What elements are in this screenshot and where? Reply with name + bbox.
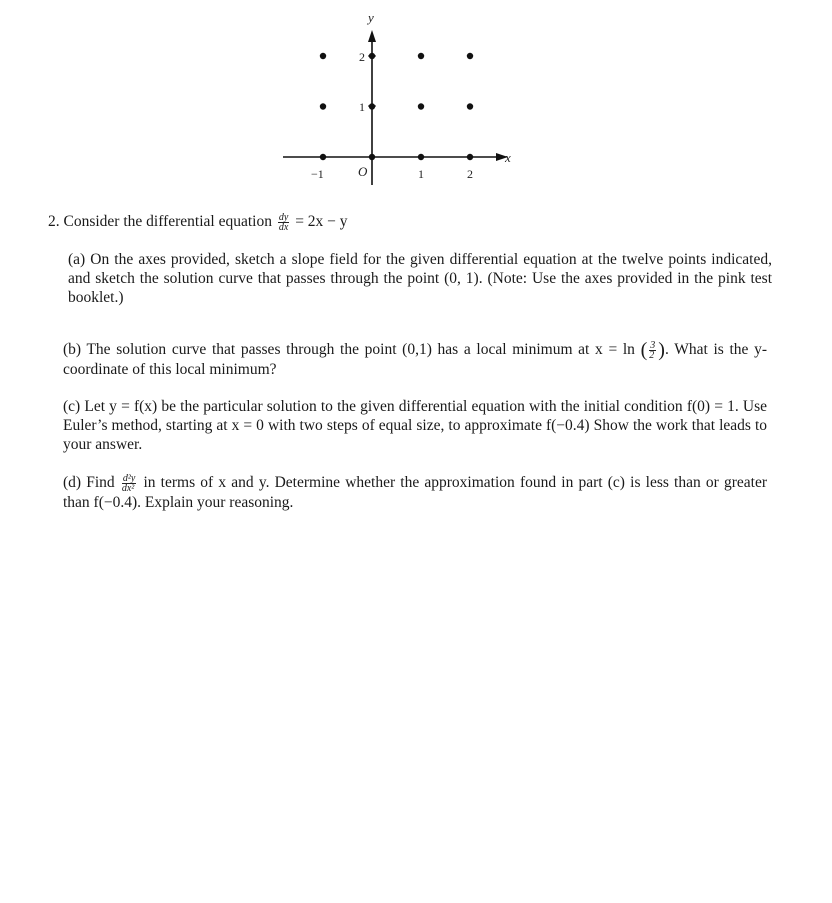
grid-point xyxy=(467,154,473,160)
x-tick-label-2: 2 xyxy=(467,167,473,181)
second-derivative-fraction xyxy=(122,474,136,493)
grid-point xyxy=(418,154,424,160)
x-tick-label-1: 1 xyxy=(418,167,424,181)
part-c: (c) Let y = f(x) be the particular solution to the given differential equation with the initial condition f(0) = 1. Use Euler’s method, starting at x = 0 with two steps of equal size, to approximate f(−0.4) Show the work that leads to your answer. xyxy=(63,398,767,453)
dx-denominator: dx xyxy=(278,221,289,233)
part-d-text: in terms of x and y. Determine whether the approximation found in part (c) is less than or greater than f(−0.4). Explain your reasoning. xyxy=(63,474,768,511)
part-a: (a) On the axes provided, sketch a slope field for the given differential equation at the twelve points indicated, and sketch the solution curve that passes through the point (0, 1). (Note: Use the axes provided in the pink test booklet.) xyxy=(68,251,772,306)
y-axis-label: y xyxy=(368,10,374,25)
grid-point xyxy=(369,53,375,59)
part-d-numerator: d²y xyxy=(122,472,136,484)
part-d xyxy=(63,473,767,512)
grid-point xyxy=(369,154,375,160)
three-halves-fraction xyxy=(649,341,656,360)
equation-rhs: = 2x − y xyxy=(295,213,348,230)
grid-point xyxy=(467,53,473,59)
part-b xyxy=(63,340,767,379)
grid-point xyxy=(369,103,375,109)
x-tick-label-neg1: −1 xyxy=(311,167,324,181)
grid-points xyxy=(320,53,473,160)
dy-numerator: dy xyxy=(278,211,289,223)
grid-point xyxy=(467,103,473,109)
y-tick-label-1: 1 xyxy=(359,100,365,114)
part-b-numerator: 3 xyxy=(650,339,656,351)
question-intro: Consider the differential equation xyxy=(63,213,272,230)
question-number: 2. xyxy=(48,213,60,230)
x-axis-label: x xyxy=(505,150,511,165)
part-d-find: (d) Find xyxy=(63,474,115,491)
part-b-text: (b) The solution curve that passes through the point (0,1) has a local minimum at x = ln xyxy=(63,341,635,358)
paren-left: ( xyxy=(640,339,648,361)
grid-point xyxy=(418,53,424,59)
y-axis-arrow xyxy=(368,30,376,42)
dy-dx-fraction xyxy=(278,213,289,232)
part-b-denominator: 2 xyxy=(649,349,655,361)
y-tick-label-2: 2 xyxy=(359,50,365,64)
part-d-denominator: dx² xyxy=(121,482,135,494)
grid-point xyxy=(418,103,424,109)
slope-field-axes xyxy=(0,0,832,200)
part-b-question: . What is the y-coordinate of this local minimum? xyxy=(63,341,767,378)
paren-right: ) xyxy=(658,339,665,361)
grid-point xyxy=(320,154,326,160)
grid-point xyxy=(320,103,326,109)
grid-point xyxy=(320,53,326,59)
origin-label: O xyxy=(358,164,368,179)
question-stem xyxy=(48,212,788,232)
